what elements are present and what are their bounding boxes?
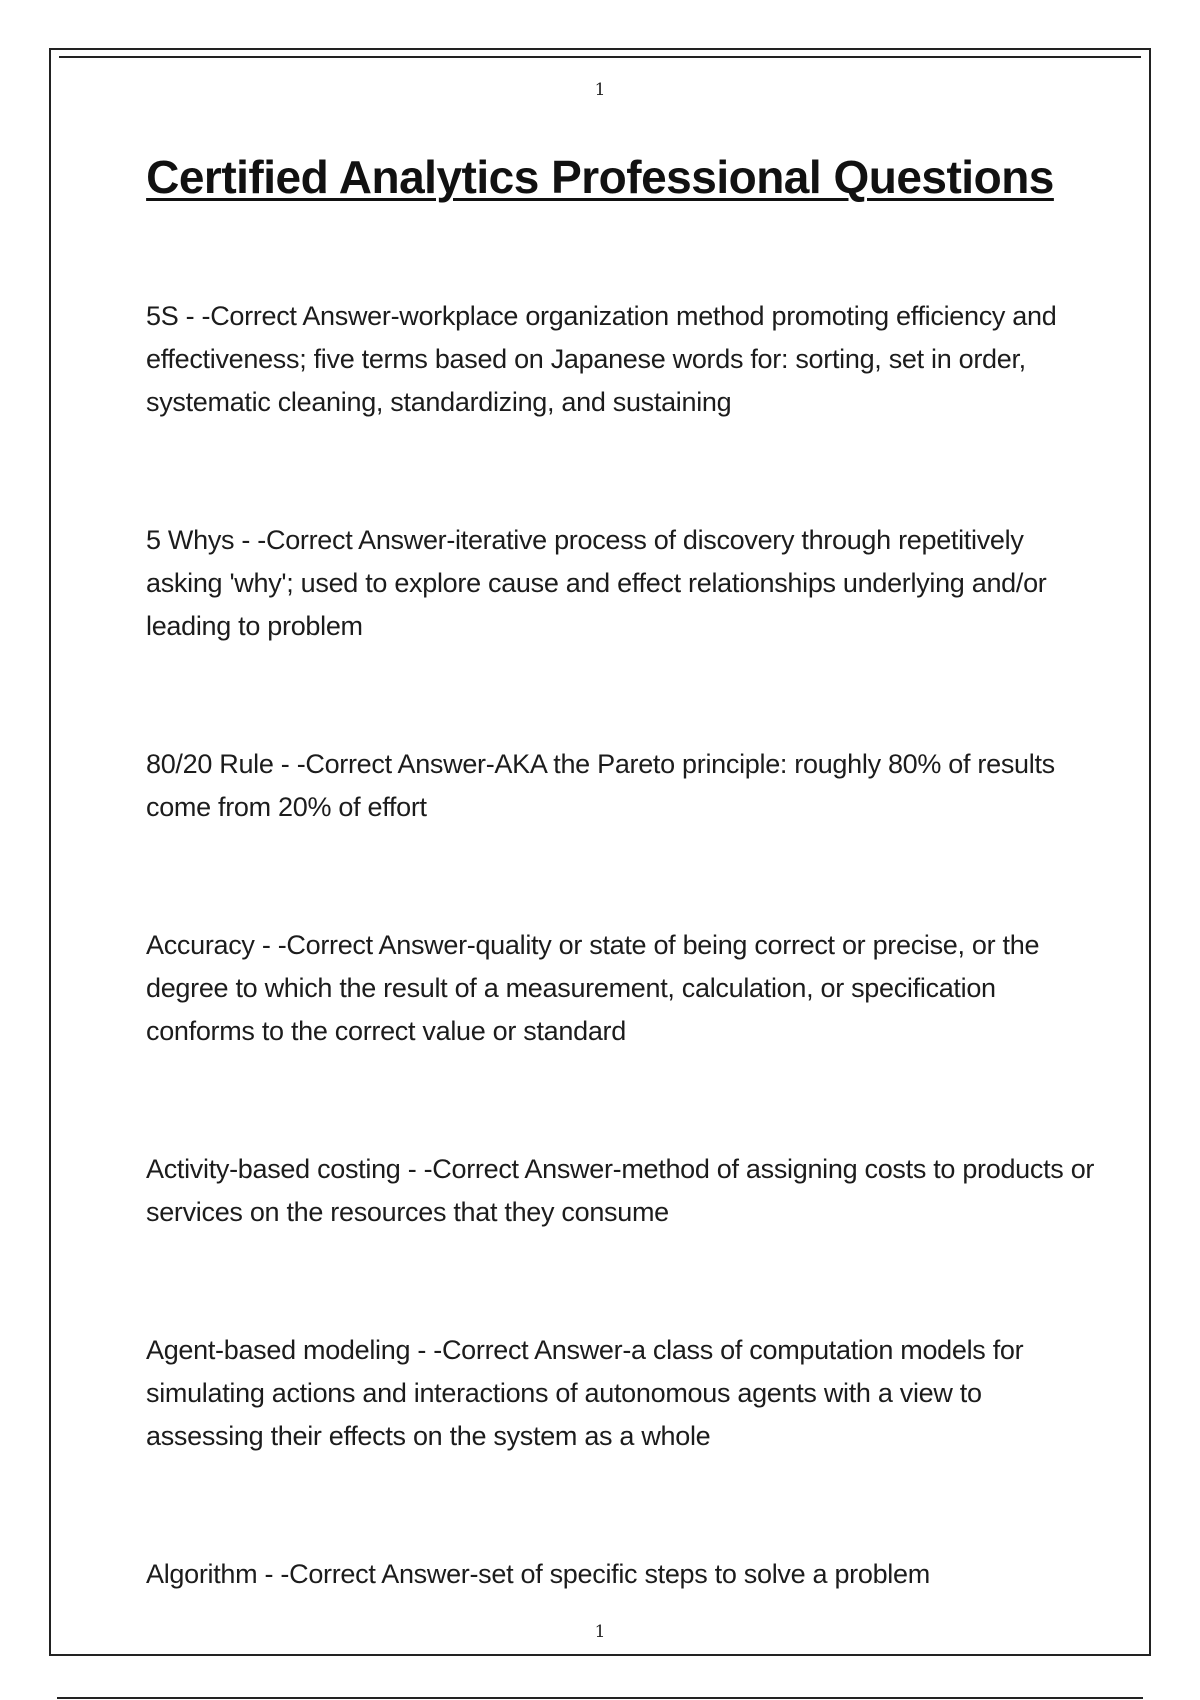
page-number-top: 1: [594, 80, 606, 100]
entry-activity-based-costing: Activity-based costing - -Correct Answer-method of assigning costs to products or services on the resources that they consume: [146, 1154, 1095, 1227]
entry-list: [146, 295, 1106, 1691]
page-number-bottom: 1: [594, 1622, 606, 1642]
page-frame: [49, 48, 1151, 1656]
entry-5-whys: 5 Whys - -Correct Answer-iterative process of discovery through repetitively asking 'why'; used to explore cause and effect relationships underlying and/or leading to problem: [146, 525, 1047, 641]
entry-80-20-rule: 80/20 Rule - -Correct Answer-AKA the Pareto principle: roughly 80% of results come from 20% of effort: [146, 749, 1055, 822]
bottom-rule: [57, 1697, 1143, 1699]
frame-top-rule: [59, 56, 1141, 58]
page-title: [51, 150, 1149, 204]
page-title-text: Certified Analytics Professional Questions: [146, 151, 1054, 203]
entry-algorithm: Algorithm - -Correct Answer-set of specific steps to solve a problem: [146, 1559, 930, 1589]
entry-5s: 5S - -Correct Answer-workplace organization method promoting efficiency and effectiveness; five terms based on Japanese words for: sorting, set in order, systematic cleaning, standardizing, and sustaining: [146, 301, 1057, 417]
entry-accuracy: Accuracy - -Correct Answer-quality or state of being correct or precise, or the degree to which the result of a measurement, calculation, or specification conforms to the correct value or standard: [146, 930, 1040, 1046]
entry-agent-based-modeling: Agent-based modeling - -Correct Answer-a class of computation models for simulating actions and interactions of autonomous agents with a view to assessing their effects on the system as a whole: [146, 1335, 1024, 1451]
